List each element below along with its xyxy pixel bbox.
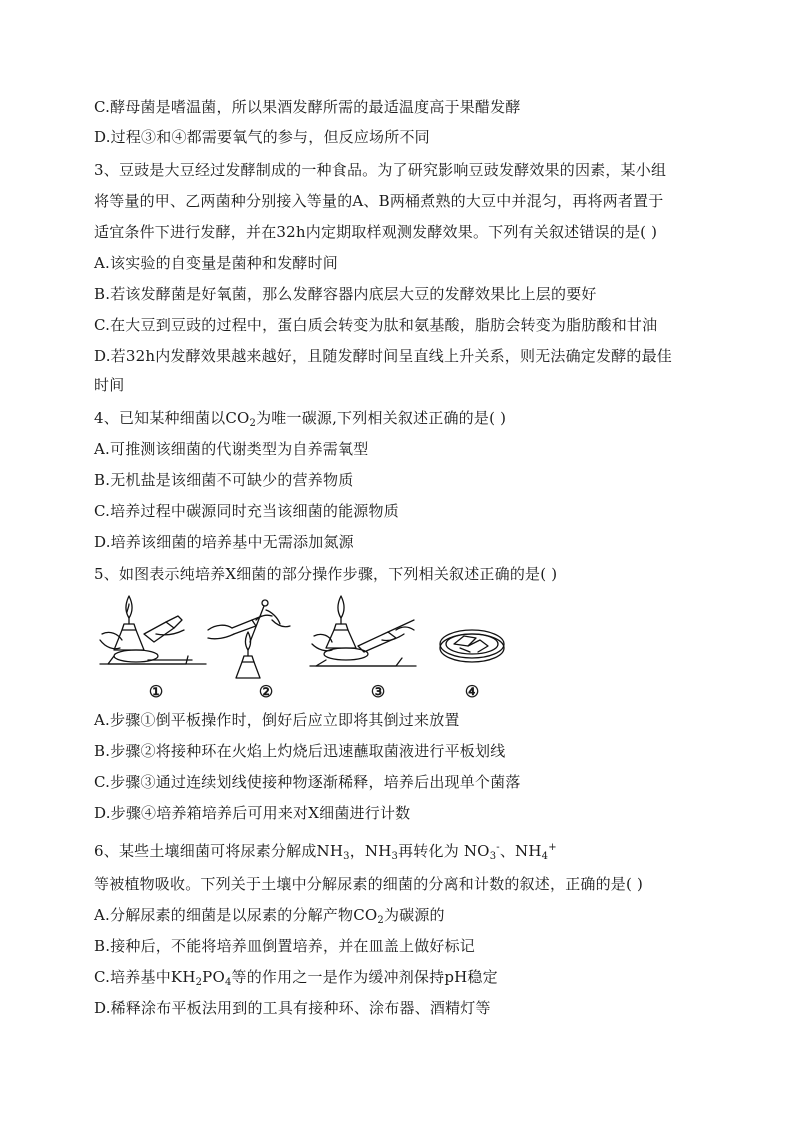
- step-4-label: ④: [464, 682, 480, 701]
- text-segment: C.培养基中KH: [94, 968, 196, 986]
- test-tube-icon: [232, 620, 256, 634]
- option-line: D.稀释涂布平板法用到的工具有接种环、涂布器、酒精灯等: [94, 999, 491, 1017]
- option-line: C.步骤③通过连续划线使接种物逐渐稀释，培养后出现单个菌落: [94, 773, 521, 791]
- alcohol-lamp-icon: [114, 596, 144, 650]
- alcohol-lamp-icon: [236, 632, 260, 678]
- option-line: C.在大豆到豆豉的过程中，蛋白质会转变为肽和氨基酸，脂肪会转变为脂肪酸和甘油: [94, 316, 658, 334]
- option-line: D.步骤④培养箱培养后可用来对X细菌进行计数: [94, 804, 411, 822]
- option-line: A.可推测该细菌的代谢类型为自养需氧型: [94, 440, 369, 458]
- option-line: B.接种后，不能将培养皿倒置培养，并在皿盖上做好标记: [94, 937, 475, 955]
- subscript: 2: [195, 977, 203, 988]
- subscript: 3: [391, 851, 399, 862]
- question-4-stem: [94, 407, 706, 429]
- text-segment: 、NH: [499, 842, 542, 860]
- subscript: 3: [489, 851, 497, 862]
- text-segment: ，NH: [349, 842, 392, 860]
- subscript: 2: [249, 418, 257, 429]
- text-segment: 等的作用之一是作为缓冲剂保持pH稳定: [231, 968, 498, 986]
- subscript: 3: [343, 851, 350, 862]
- text-segment: 为碳源的: [383, 906, 445, 924]
- text-segment: 6、某些土壤细菌可将尿素分解成NH: [94, 842, 344, 860]
- question-3-stem: 适宜条件下进行发酵，并在32h内定期取样观测发酵效果。下列有关叙述错误的是( ): [94, 223, 658, 241]
- option-line: D.若32h内发酵效果越来越好，且随发酵时间呈直线上升关系，则无法确定发酵的最佳: [94, 347, 673, 365]
- question-6-stem: [94, 840, 706, 862]
- superscript: -: [496, 842, 500, 853]
- option-line: B.无机盐是该细菌不可缺少的营养物质: [94, 471, 354, 489]
- question-3-stem: 将等量的甲、乙两菌种分别接入等量的A、B两桶煮熟的大豆中并混匀，再将两者置于: [94, 192, 664, 210]
- text-segment: A.分解尿素的细菌是以尿素的分解产物CO: [94, 906, 378, 924]
- option-line: B.若该发酵菌是好氧菌，那么发酵容器内底层大豆的发酵效果比上层的要好: [94, 285, 597, 303]
- subscript: 4: [224, 977, 232, 988]
- text-segment: 再转化为 NO: [398, 842, 490, 860]
- option-line: A.该实验的自变量是菌种和发酵时间: [94, 254, 339, 272]
- subscript: 4: [541, 851, 549, 862]
- option-line: D.培养该细菌的培养基中无需添加氮源: [94, 533, 354, 551]
- option-line: C.酵母菌是嗜温菌，所以果酒发酵所需的最适温度高于果醋发酵: [94, 98, 521, 116]
- hand-icon: [266, 610, 280, 624]
- question-3-stem: 3、豆豉是大豆经过发酵制成的一种食品。为了研究影响豆豉发酵效果的因素，某小组: [94, 161, 667, 179]
- inoculating-loop-icon: [250, 606, 264, 642]
- flask-icon: [144, 622, 174, 642]
- subscript: 2: [377, 915, 384, 926]
- question-6-stem: 等被植物吸收。下列关于土壤中分解尿素的细菌的分离和计数的叙述，正确的是( ): [94, 875, 644, 893]
- procedure-drawings: [96, 590, 516, 686]
- question-5-stem: 5、如图表示纯培养X细菌的部分操作步骤，下列相关叙述正确的是( ): [94, 565, 558, 583]
- option-line: D.过程③和④都需要氧气的参与，但反应场所不同: [94, 128, 430, 146]
- hand-icon: [208, 625, 232, 630]
- petri-dish-streak-icon: [440, 630, 504, 662]
- step-3-label: ③: [370, 682, 386, 701]
- option-line: C.培养过程中碳源同时充当该细菌的能源物质: [94, 502, 399, 520]
- text-segment: PO: [202, 968, 225, 986]
- option-line: A.步骤①倒平板操作时，倒好后应立即将其倒过来放置: [94, 711, 460, 729]
- option-line: 时间: [94, 376, 125, 394]
- option-line: [94, 966, 706, 988]
- option-line: B.步骤②将接种环在火焰上灼烧后迅速蘸取菌液进行平板划线: [94, 742, 506, 760]
- superscript: +: [548, 842, 557, 853]
- step-2-label: ②: [258, 682, 274, 701]
- inoculating-loop-icon: [388, 620, 414, 632]
- text-segment: 为唯一碳源,下列相关叙述正确的是( ): [256, 409, 507, 427]
- text-segment: 4、已知某种细菌以CO: [94, 409, 250, 427]
- step-1-label: ①: [148, 682, 164, 701]
- option-line: [94, 904, 706, 926]
- procedure-figure: [96, 590, 516, 706]
